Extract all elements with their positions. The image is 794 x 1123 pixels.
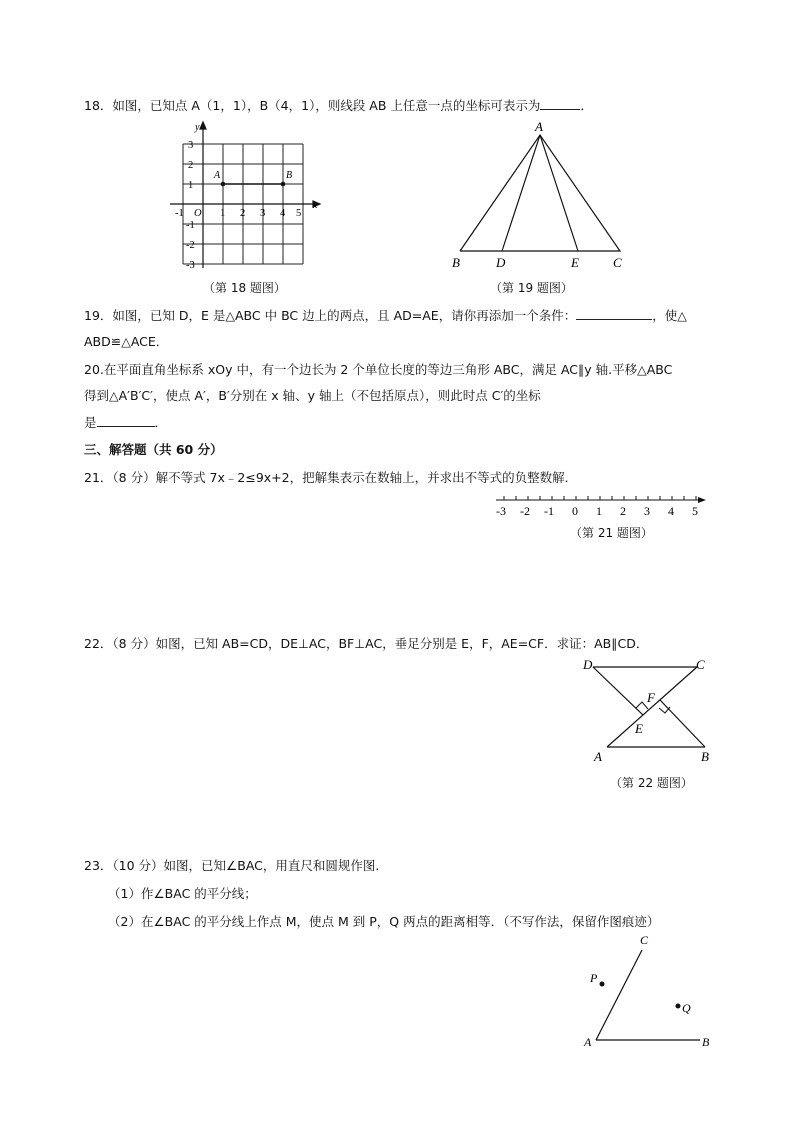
q18-axis-y-label: y <box>195 122 200 133</box>
q23-label-c: C <box>640 933 649 947</box>
q19-triangle-abc <box>460 135 620 251</box>
q19-answer-blank[interactable] <box>576 307 652 320</box>
q23-part2: （2）在∠BAC 的平分线上作点 M，使点 M 到 P，Q 两点的距离相等．（不写作法，保留作图痕迹） <box>108 914 660 929</box>
q22-label-e: E <box>635 721 643 736</box>
q21-axis-arrow <box>698 497 706 503</box>
q21-tick-label: -1 <box>544 504 554 518</box>
q18-text <box>84 96 593 114</box>
q20-line2: 得到△A′B′C′，使点 A′，B′分别在 x 轴、y 轴上（不包括原点），则此时点 C′的坐标 <box>84 388 541 403</box>
q19-label-c: C <box>613 255 622 270</box>
q18-stem: 18．如图，已知点 A（1，1），B（4，1），则线段 AB 上任意一点的坐标可表示为 <box>84 98 541 113</box>
q18-caption: （第 18 题图） <box>203 281 286 295</box>
q18-ytick: -3 <box>186 260 195 270</box>
q21-tick-label: 4 <box>668 504 674 518</box>
q23-text: 23．（10 分）如图，已知∠BAC，用直尺和圆规作图. <box>84 858 380 873</box>
section-title: 三、解答题（共 60 分） <box>84 442 223 457</box>
q18-end: ． <box>580 98 593 113</box>
q23-point-q <box>676 1004 681 1009</box>
q20-line1: 20.在平面直角坐标系 xOy 中，有一个边长为 2 个单位长度的等边三角形 ABC，满足 AC∥y 轴.平移△ABC <box>84 362 673 377</box>
q21-tick-label: 2 <box>620 504 626 518</box>
q18-ytick: 3 <box>188 140 194 151</box>
q19-caption: （第 19 题图） <box>490 281 573 295</box>
q23-angle-figure <box>578 930 718 1052</box>
q21-tick-label: -2 <box>520 504 530 518</box>
q22-label-c: C <box>696 657 705 672</box>
q18-point-a <box>221 182 226 187</box>
q22-segment-ac <box>607 667 697 747</box>
q18-ytick: 1 <box>188 180 194 191</box>
q23-label-p: P <box>590 971 598 985</box>
q22-label-b: B <box>701 749 709 764</box>
q18-xtick: 4 <box>280 208 286 219</box>
q18-xtick: 3 <box>260 208 266 219</box>
q19-label-a: A <box>535 119 543 134</box>
q21-tick-label: -3 <box>496 504 506 518</box>
q23-point-p <box>600 982 605 987</box>
q21-tick-labels <box>496 504 698 518</box>
q22-segment-bf <box>660 700 705 747</box>
q23-label-q: Q <box>682 1001 691 1015</box>
q19-line1 <box>84 306 687 324</box>
q23-label-b: B <box>702 1035 710 1049</box>
q18-label-a: A <box>214 170 221 181</box>
q22-label-f: F <box>647 690 655 705</box>
q19-segment-ad <box>502 135 540 251</box>
q18-xtick: -1 <box>175 208 184 219</box>
q21-tick-label: 0 <box>572 504 578 518</box>
q21-number-line <box>490 494 712 520</box>
q18-label-b: B <box>286 170 293 181</box>
q23-label-a: A <box>584 1035 592 1049</box>
q18-origin-label: O <box>194 208 202 219</box>
q18-answer-blank[interactable] <box>540 97 580 110</box>
q18-ytick: 2 <box>188 160 194 171</box>
q21-tick-label: 1 <box>596 504 602 518</box>
q23-ray-ac <box>596 950 642 1040</box>
q18-y-arrow <box>200 122 206 129</box>
q22-figure <box>575 655 725 767</box>
q20-line3-start: 是 <box>84 415 97 430</box>
q18-point-b <box>281 182 286 187</box>
q19-label-e: E <box>571 255 579 270</box>
q18-xtick: 5 <box>296 208 302 219</box>
q18-ytick: -1 <box>186 220 195 231</box>
q22-caption: （第 22 题图） <box>610 776 693 790</box>
q22-label-d: D <box>583 657 593 672</box>
q21-text: 21．（8 分）解不等式 7x﹣2≤9x+2，把解集表示在数轴上，并求出不等式的负整数解． <box>84 470 578 485</box>
q21-tick-label: 5 <box>692 504 698 518</box>
q22-segment-de <box>593 667 643 715</box>
q19-triangle-figure <box>445 118 635 270</box>
q22-text: 22．（8 分）如图，已知 AB=CD，DE⊥AC，BF⊥AC，垂足分别是 E，F，AE=CF．求证：AB∥CD． <box>84 636 649 651</box>
q19-stem: 19．如图，已知 D，E 是△ABC 中 BC 边上的两点，且 AD=AE，请你再添加一个条件： <box>84 308 577 323</box>
q19-line2: ABD≌△ACE． <box>84 334 169 349</box>
q18-xtick: 1 <box>220 208 226 219</box>
q21-tick-label: 3 <box>644 504 650 518</box>
q18-xtick: 2 <box>240 208 246 219</box>
q20-line3 <box>84 413 167 431</box>
q19-label-d: D <box>496 255 506 270</box>
q19-line1-end: ，使△ <box>652 308 687 323</box>
q20-line3-end: ． <box>154 415 168 430</box>
q23-part1: （1）作∠BAC 的平分线； <box>108 886 257 901</box>
q19-label-b: B <box>452 255 460 270</box>
q18-axis-x-label: x <box>313 200 318 211</box>
q18-y-tick-labels <box>186 140 195 270</box>
q18-ytick: -2 <box>186 240 195 251</box>
q20-answer-blank[interactable] <box>97 414 155 427</box>
q22-label-a: A <box>594 749 602 764</box>
q19-segment-ae <box>540 135 578 251</box>
q21-caption: （第 21 题图） <box>570 526 653 540</box>
q18-coordinate-figure <box>168 118 328 270</box>
q21-ticks <box>504 496 696 500</box>
